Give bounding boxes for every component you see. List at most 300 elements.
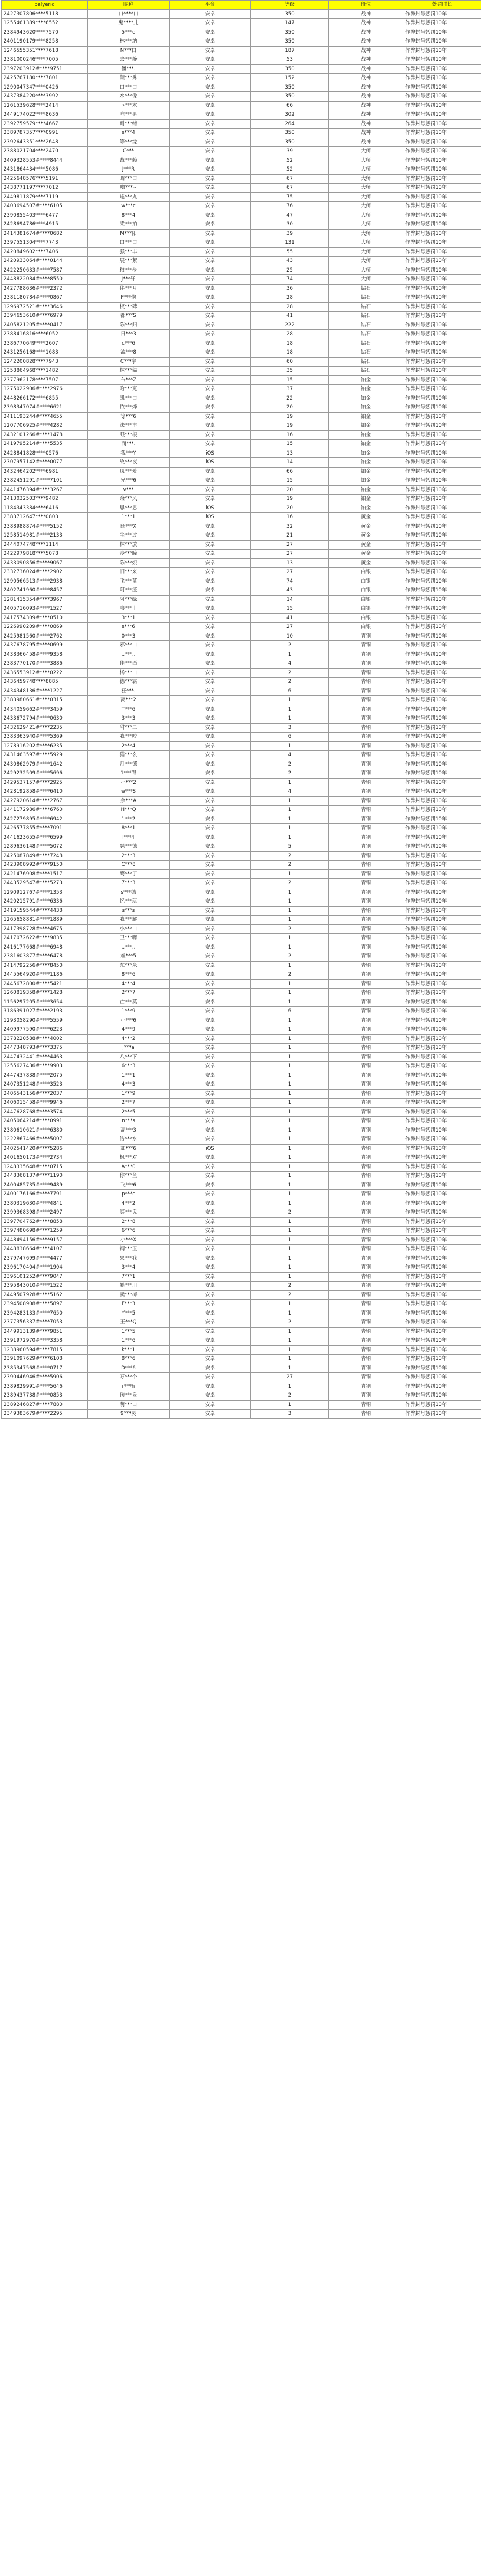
platform-cell: 安卓 (170, 1309, 251, 1318)
nickname-cell: 小***X (88, 1235, 170, 1245)
penalty-cell: 作弊封号惩罚10年 (403, 604, 481, 614)
penalty-cell: 作弊封号惩罚10年 (403, 916, 481, 925)
nickname-cell: 冥***鬼 (88, 1208, 170, 1218)
nickname-cell: 2***8 (88, 1217, 170, 1227)
level-cell: 1 (251, 1107, 329, 1117)
level-cell: 1 (251, 1080, 329, 1090)
level-cell: 32 (251, 522, 329, 531)
playerid-cell: 2447348793#****3375 (2, 1044, 88, 1053)
platform-cell: 安卓 (170, 357, 251, 367)
rank-cell: 青铜 (329, 989, 403, 998)
level-cell: 1 (251, 906, 329, 916)
playerid-cell: 2448266172****6855 (2, 394, 88, 403)
level-cell: 27 (251, 550, 329, 559)
playerid-cell: 1290047347****0426 (2, 83, 88, 92)
rank-cell: 铂金 (329, 385, 403, 394)
rank-cell: 大师 (329, 247, 403, 257)
nickname-cell: 我***咬 (88, 733, 170, 742)
rank-cell: 铂金 (329, 467, 403, 476)
nickname-cell: c***6 (88, 339, 170, 348)
nickname-cell: 7***3 (88, 879, 170, 888)
table-row (2, 458, 481, 468)
nickname-cell: 3***1 (88, 613, 170, 623)
penalty-cell: 作弊封号惩罚10年 (403, 879, 481, 888)
rank-cell: 战神 (329, 9, 403, 19)
platform-cell: 安卓 (170, 202, 251, 211)
penalty-cell: 作弊封号惩罚10年 (403, 485, 481, 495)
table-row (2, 1099, 481, 1108)
playerid-cell: 2405716093#****1527 (2, 604, 88, 614)
platform-cell: 安卓 (170, 751, 251, 760)
platform-cell: iOS (170, 458, 251, 468)
rank-cell: 青铜 (329, 851, 403, 861)
level-cell: 1 (251, 815, 329, 824)
penalty-cell: 作弊封号惩罚10年 (403, 806, 481, 815)
header-level: 等级 (251, 1, 329, 10)
rank-cell: 铂金 (329, 430, 403, 440)
table-row (2, 92, 481, 102)
nickname-cell: 口***口 (88, 238, 170, 248)
penalty-cell: 作弊封号惩罚10年 (403, 577, 481, 586)
rank-cell: 铂金 (329, 458, 403, 468)
penalty-cell: 作弊封号惩罚10年 (403, 1016, 481, 1025)
penalty-cell: 作弊封号惩罚10年 (403, 696, 481, 705)
table-row (2, 449, 481, 458)
nickname-cell: 4***2 (88, 1199, 170, 1208)
rank-cell: 青铜 (329, 1025, 403, 1035)
nickname-cell: 流***8 (88, 348, 170, 358)
penalty-cell: 作弊封号惩罚10年 (403, 586, 481, 596)
table-row (2, 1400, 481, 1410)
table-row (2, 824, 481, 833)
table-row (2, 678, 481, 687)
table-row (2, 540, 481, 550)
table-row (2, 430, 481, 440)
nickname-cell: T***6 (88, 705, 170, 714)
platform-cell: 安卓 (170, 440, 251, 449)
platform-cell: 安卓 (170, 92, 251, 102)
playerid-cell: 2381603877#****6478 (2, 952, 88, 962)
penalty-cell: 作弊封号惩罚10年 (403, 129, 481, 138)
platform-cell: 安卓 (170, 1016, 251, 1025)
table-row (2, 733, 481, 742)
table-row (2, 833, 481, 842)
table-row (2, 156, 481, 165)
level-cell: 43 (251, 586, 329, 596)
nickname-cell: w***c (88, 202, 170, 211)
penalty-cell: 作弊封号惩罚10年 (403, 659, 481, 669)
penalty-cell: 作弊封号惩罚10年 (403, 952, 481, 962)
platform-cell: 安卓 (170, 604, 251, 614)
rank-cell: 青铜 (329, 778, 403, 787)
playerid-cell: 2307957142#****0077 (2, 458, 88, 468)
table-row (2, 1290, 481, 1300)
platform-cell: 安卓 (170, 1044, 251, 1053)
nickname-cell: 4***4 (88, 979, 170, 989)
table-row (2, 412, 481, 421)
penalty-cell: 作弊封号惩罚10年 (403, 1272, 481, 1282)
table-row (2, 504, 481, 513)
rank-cell: 青铜 (329, 659, 403, 669)
penalty-cell: 作弊封号惩罚10年 (403, 321, 481, 330)
level-cell: 350 (251, 28, 329, 37)
playerid-cell: 1255627436#****9903 (2, 1062, 88, 1071)
penalty-cell: 作弊封号惩罚10年 (403, 824, 481, 833)
table-row (2, 266, 481, 275)
nickname-cell: 王***Q (88, 1318, 170, 1328)
playerid-cell: 2432629421#****2235 (2, 723, 88, 733)
playerid-cell: 2384943620****7570 (2, 28, 88, 37)
rank-cell: 青铜 (329, 916, 403, 925)
penalty-cell: 作弊封号惩罚10年 (403, 687, 481, 696)
penalty-cell: 作弊封号惩罚10年 (403, 970, 481, 980)
nickname-cell: 1***6 (88, 1336, 170, 1346)
playerid-cell: 2386770649****2607 (2, 339, 88, 348)
playerid-cell: 2429537157#****2925 (2, 778, 88, 787)
platform-cell: 安卓 (170, 1355, 251, 1364)
nickname-cell: 风***爱 (88, 467, 170, 476)
penalty-cell: 作弊封号惩罚10年 (403, 238, 481, 248)
level-cell: 1 (251, 1364, 329, 1373)
platform-cell: 安卓 (170, 192, 251, 202)
nickname-cell: 法***丰 (88, 421, 170, 431)
nickname-cell: 钢***玉 (88, 1245, 170, 1254)
nickname-cell: 忆***玩 (88, 897, 170, 907)
penalty-cell: 作弊封号惩罚10年 (403, 1382, 481, 1391)
table-row (2, 312, 481, 321)
penalty-cell: 作弊封号惩罚10年 (403, 961, 481, 970)
nickname-cell: 我***解 (88, 916, 170, 925)
penalty-cell: 作弊封号惩罚10年 (403, 37, 481, 47)
playerid-cell: 2400485735#****9489 (2, 1181, 88, 1190)
platform-cell: 安卓 (170, 632, 251, 641)
table-row (2, 367, 481, 376)
table-row (2, 28, 481, 37)
table-row (2, 495, 481, 504)
rank-cell: 青铜 (329, 1382, 403, 1391)
platform-cell: 安卓 (170, 1172, 251, 1181)
nickname-cell: k***1 (88, 1345, 170, 1355)
playerid-cell: 1246555351****7618 (2, 46, 88, 55)
rank-cell: 大师 (329, 147, 403, 156)
level-cell: 3 (251, 723, 329, 733)
platform-cell: 安卓 (170, 129, 251, 138)
level-cell: 264 (251, 119, 329, 129)
penalty-cell: 作弊封号惩罚10年 (403, 1410, 481, 1419)
rank-cell: 青铜 (329, 842, 403, 852)
table-row (2, 1373, 481, 1382)
playerid-cell: 1255461389****6552 (2, 19, 88, 28)
penalty-cell: 作弊封号惩罚10年 (403, 1282, 481, 1291)
rank-cell: 钻石 (329, 367, 403, 376)
level-cell: 302 (251, 110, 329, 120)
nickname-cell: M***阳 (88, 229, 170, 238)
playerid-cell: 2447628768#****3574 (2, 1107, 88, 1117)
level-cell: 2 (251, 1290, 329, 1300)
platform-cell: 安卓 (170, 1199, 251, 1208)
nickname-cell: 1***2 (88, 815, 170, 824)
level-cell: 1 (251, 1382, 329, 1391)
platform-cell: 安卓 (170, 1364, 251, 1373)
level-cell: 20 (251, 504, 329, 513)
nickname-cell: 尘***过 (88, 531, 170, 541)
rank-cell: 青铜 (329, 897, 403, 907)
nickname-cell: 兄***6 (88, 476, 170, 486)
playerid-cell: 2434059662#****3459 (2, 705, 88, 714)
table-row (2, 851, 481, 861)
platform-cell: 安卓 (170, 302, 251, 312)
playerid-cell: 2449507928#****5162 (2, 1290, 88, 1300)
nickname-cell: ..***.. (88, 650, 170, 659)
rank-cell: 铂金 (329, 440, 403, 449)
penalty-cell: 作弊封号惩罚10年 (403, 769, 481, 779)
table-row (2, 1272, 481, 1282)
level-cell: 1 (251, 1172, 329, 1181)
rank-cell: 战神 (329, 28, 403, 37)
playerid-cell: 3186391027#****2193 (2, 1007, 88, 1016)
table-row (2, 778, 481, 787)
nickname-cell: J***R (88, 165, 170, 175)
table-row (2, 906, 481, 916)
penalty-cell: 作弊封号惩罚10年 (403, 1290, 481, 1300)
platform-cell: 安卓 (170, 28, 251, 37)
platform-cell: 安卓 (170, 9, 251, 19)
nickname-cell: 幽***X (88, 522, 170, 531)
playerid-cell: 2428841828****0576 (2, 449, 88, 458)
rank-cell: 战神 (329, 129, 403, 138)
penalty-cell: 作弊封号惩罚10年 (403, 247, 481, 257)
level-cell: 67 (251, 174, 329, 184)
penalty-cell: 作弊封号惩罚10年 (403, 403, 481, 413)
platform-cell: 安卓 (170, 330, 251, 339)
rank-cell: 青铜 (329, 741, 403, 751)
level-cell: 28 (251, 330, 329, 339)
platform-cell: 安卓 (170, 650, 251, 659)
platform-cell: 安卓 (170, 1290, 251, 1300)
table-row (2, 879, 481, 888)
playerid-cell: 1258514981#****2133 (2, 531, 88, 541)
penalty-cell: 作弊封号惩罚10年 (403, 934, 481, 943)
rank-cell: 青铜 (329, 1190, 403, 1199)
penalty-cell: 作弊封号惩罚10年 (403, 19, 481, 28)
level-cell: 36 (251, 284, 329, 293)
level-cell: 15 (251, 440, 329, 449)
platform-cell: 安卓 (170, 312, 251, 321)
platform-cell: 安卓 (170, 1190, 251, 1199)
rank-cell: 铂金 (329, 504, 403, 513)
table-row (2, 174, 481, 184)
level-cell: 6 (251, 733, 329, 742)
rank-cell: 青铜 (329, 733, 403, 742)
rank-cell: 黄金 (329, 558, 403, 568)
ban-list-table (1, 0, 481, 1419)
table-row (2, 192, 481, 202)
platform-cell: 安卓 (170, 769, 251, 779)
penalty-cell: 作弊封号惩罚10年 (403, 421, 481, 431)
nickname-cell: 8***6 (88, 970, 170, 980)
table-row (2, 1144, 481, 1153)
level-cell: 1 (251, 916, 329, 925)
header-rank: 段位 (329, 1, 403, 10)
playerid-cell: 2389829991#****5646 (2, 1382, 88, 1391)
header-penalty: 处罚时长 (403, 1, 481, 10)
nickname-cell: 等***缘 (88, 138, 170, 147)
nickname-cell: 万***个 (88, 1373, 170, 1382)
platform-cell: 安卓 (170, 641, 251, 650)
nickname-cell: 6***6 (88, 1227, 170, 1236)
playerid-cell: 2349383679#****2295 (2, 1410, 88, 1419)
penalty-cell: 作弊封号惩罚10年 (403, 184, 481, 193)
table-row (2, 1355, 481, 1364)
table-row (2, 687, 481, 696)
rank-cell: 钻石 (329, 302, 403, 312)
nickname-cell: 离***2 (88, 696, 170, 705)
level-cell: 20 (251, 403, 329, 413)
platform-cell: 安卓 (170, 924, 251, 934)
level-cell: 1 (251, 1016, 329, 1025)
nickname-cell: 卫***嗯 (88, 934, 170, 943)
penalty-cell: 作弊封号惩罚10年 (403, 613, 481, 623)
table-row (2, 1245, 481, 1254)
platform-cell: 安卓 (170, 1300, 251, 1309)
penalty-cell: 作弊封号惩罚10年 (403, 1318, 481, 1328)
playerid-cell: 2409328553#****8444 (2, 156, 88, 165)
level-cell: 222 (251, 321, 329, 330)
rank-cell: 战神 (329, 83, 403, 92)
nickname-cell: 0***3 (88, 632, 170, 641)
nickname-cell: 暴***川 (88, 1282, 170, 1291)
rank-cell: 青铜 (329, 861, 403, 870)
platform-cell: 安卓 (170, 687, 251, 696)
level-cell: 6 (251, 1007, 329, 1016)
table-row (2, 1336, 481, 1346)
playerid-cell: 2397480698#****1259 (2, 1227, 88, 1236)
platform-cell: 安卓 (170, 787, 251, 797)
nickname-cell: 高***3 (88, 1126, 170, 1135)
level-cell: 52 (251, 165, 329, 175)
rank-cell: 大师 (329, 220, 403, 230)
level-cell: 1 (251, 1235, 329, 1245)
level-cell: 15 (251, 476, 329, 486)
level-cell: 14 (251, 595, 329, 604)
penalty-cell: 作弊封号惩罚10年 (403, 595, 481, 604)
rank-cell: 青铜 (329, 879, 403, 888)
level-cell: 2 (251, 678, 329, 687)
playerid-cell: 2392759579****4667 (2, 119, 88, 129)
penalty-cell: 作弊封号惩罚10年 (403, 842, 481, 852)
level-cell: 1 (251, 1309, 329, 1318)
platform-cell: 安卓 (170, 916, 251, 925)
penalty-cell: 作弊封号惩罚10年 (403, 430, 481, 440)
nickname-cell: 余***A (88, 796, 170, 806)
playerid-cell: 2428192858#****6410 (2, 787, 88, 797)
table-row (2, 1071, 481, 1080)
level-cell: 1 (251, 1135, 329, 1145)
penalty-cell: 作弊封号惩罚10年 (403, 348, 481, 358)
platform-cell: 安卓 (170, 733, 251, 742)
platform-cell: 安卓 (170, 659, 251, 669)
playerid-cell: 2437678795#****0699 (2, 641, 88, 650)
table-row (2, 513, 481, 522)
nickname-cell: 小***6 (88, 1016, 170, 1025)
level-cell: 1 (251, 989, 329, 998)
header-playerid: palyerid (2, 1, 88, 10)
platform-cell: iOS (170, 504, 251, 513)
table-row (2, 83, 481, 92)
nickname-cell: 余***风 (88, 495, 170, 504)
playerid-cell: 2390446946#****5906 (2, 1373, 88, 1382)
penalty-cell: 作弊封号惩罚10年 (403, 979, 481, 989)
penalty-cell: 作弊封号惩罚10年 (403, 211, 481, 220)
platform-cell: 安卓 (170, 110, 251, 120)
nickname-cell: 2***7 (88, 989, 170, 998)
level-cell: 2 (251, 1282, 329, 1291)
rank-cell: 青铜 (329, 1227, 403, 1236)
penalty-cell: 作弊封号惩罚10年 (403, 513, 481, 522)
platform-cell: 安卓 (170, 83, 251, 92)
playerid-cell: 2377962178****7507 (2, 375, 88, 385)
rank-cell: 青铜 (329, 1300, 403, 1309)
level-cell: 47 (251, 211, 329, 220)
playerid-cell: 2420933064#****0144 (2, 257, 88, 266)
table-row (2, 531, 481, 541)
playerid-cell: 1238960594#****7815 (2, 1345, 88, 1355)
level-cell: 1 (251, 650, 329, 659)
playerid-cell: 2405064214#****0991 (2, 1117, 88, 1126)
platform-cell: 安卓 (170, 412, 251, 421)
platform-cell: 安卓 (170, 806, 251, 815)
table-row (2, 1044, 481, 1053)
penalty-cell: 作弊封号惩罚10年 (403, 375, 481, 385)
nickname-cell: 林***放 (88, 540, 170, 550)
playerid-cell: 2429232509#****5696 (2, 769, 88, 779)
playerid-cell: 1261539628****2414 (2, 101, 88, 110)
platform-cell: 安卓 (170, 375, 251, 385)
rank-cell: 钻石 (329, 321, 403, 330)
playerid-cell: 2448838664#****4107 (2, 1245, 88, 1254)
table-row (2, 119, 481, 129)
rank-cell: 青铜 (329, 1117, 403, 1126)
penalty-cell: 作弊封号惩罚10年 (403, 540, 481, 550)
rank-cell: 青铜 (329, 650, 403, 659)
platform-cell: 安卓 (170, 367, 251, 376)
playerid-cell: 2436459748****8885 (2, 678, 88, 687)
rank-cell: 铂金 (329, 403, 403, 413)
table-row (2, 64, 481, 74)
platform-cell: 安卓 (170, 1400, 251, 1410)
level-cell: 1 (251, 1355, 329, 1364)
platform-cell: 安卓 (170, 476, 251, 486)
penalty-cell: 作弊封号惩罚10年 (403, 357, 481, 367)
playerid-cell: 2406015458#****9946 (2, 1099, 88, 1108)
platform-cell: 安卓 (170, 586, 251, 596)
header-nickname: 昵称 (88, 1, 170, 10)
nickname-cell: 4***9 (88, 1025, 170, 1035)
playerid-cell: 2379747699#****4477 (2, 1254, 88, 1263)
platform-cell: 安卓 (170, 238, 251, 248)
penalty-cell: 作弊封号惩罚10年 (403, 1336, 481, 1346)
table-row (2, 869, 481, 879)
nickname-cell: C***8 (88, 861, 170, 870)
nickname-cell: 亡***莫 (88, 998, 170, 1007)
penalty-cell: 作弊封号惩罚10年 (403, 220, 481, 230)
playerid-cell: 2427788636#****2372 (2, 284, 88, 293)
rank-cell: 战神 (329, 37, 403, 47)
nickname-cell: 1***碍 (88, 769, 170, 779)
level-cell: 1 (251, 806, 329, 815)
penalty-cell: 作弊封号惩罚10年 (403, 302, 481, 312)
nickname-cell: w***S (88, 787, 170, 797)
